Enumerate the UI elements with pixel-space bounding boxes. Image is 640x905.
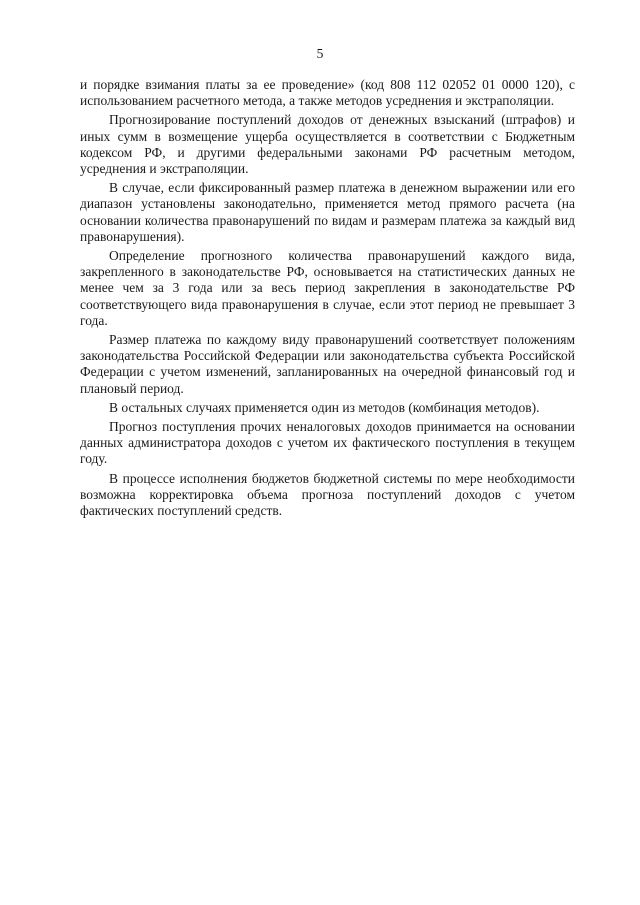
document-body (80, 77, 575, 522)
paragraph-offense-count: Определение прогнозного количества правонарушений каждого вида, закрепленного в законодательстве РФ, основывается на статистических данных не менее чем за 3 года или за весь период закрепления в законодательстве РФ соответствующего вида правонарушения в случае, если этот период не превышает 3 года. (80, 248, 575, 328)
paragraph-forecast-adjustment: В процессе исполнения бюджетов бюджетной системы по мере необходимости возможна корректировка объема прогноза поступлений доходов с учетом фактических поступлений средств. (80, 470, 575, 519)
paragraph-payment-size: Размер платежа по каждому виду правонарушений соответствует положениям законодательства Российской Федерации или законодательства субъекта Российской Федерации с учетом изменений, запланированных на очередной финансовый год и плановый период. (80, 332, 575, 396)
paragraph-direct-calculation: В случае, если фиксированный размер платежа в денежном выражении или его диапазон установлены законодательно, применяется метод прямого расчета (на основании количества правонарушений по видам и размерам платежа за каждый вид правонарушения). (80, 180, 575, 244)
paragraph-fines-forecast: Прогнозирование поступлений доходов от денежных взысканий (штрафов) и иных сумм в возмещение ущерба осуществляется в соответствии с Бюджетным кодексом РФ, и другими федеральными законами РФ расчетным методом, усреднения и экстраполяции. (80, 112, 575, 177)
paragraph-other-nontax-revenue: Прогноз поступления прочих неналоговых доходов принимается на основании данных администратора доходов с учетом их фактического поступления в текущем году. (80, 419, 575, 467)
paragraph-other-cases: В остальных случаях применяется один из методов (комбинация методов). (109, 399, 540, 415)
page-number: 5 (316, 46, 324, 61)
paragraph-continuation: и порядке взимания платы за ее проведение» (код 808 112 02052 01 0000 120), с использованием расчетного метода, а также методов усреднения и экстраполяции. (80, 77, 575, 109)
